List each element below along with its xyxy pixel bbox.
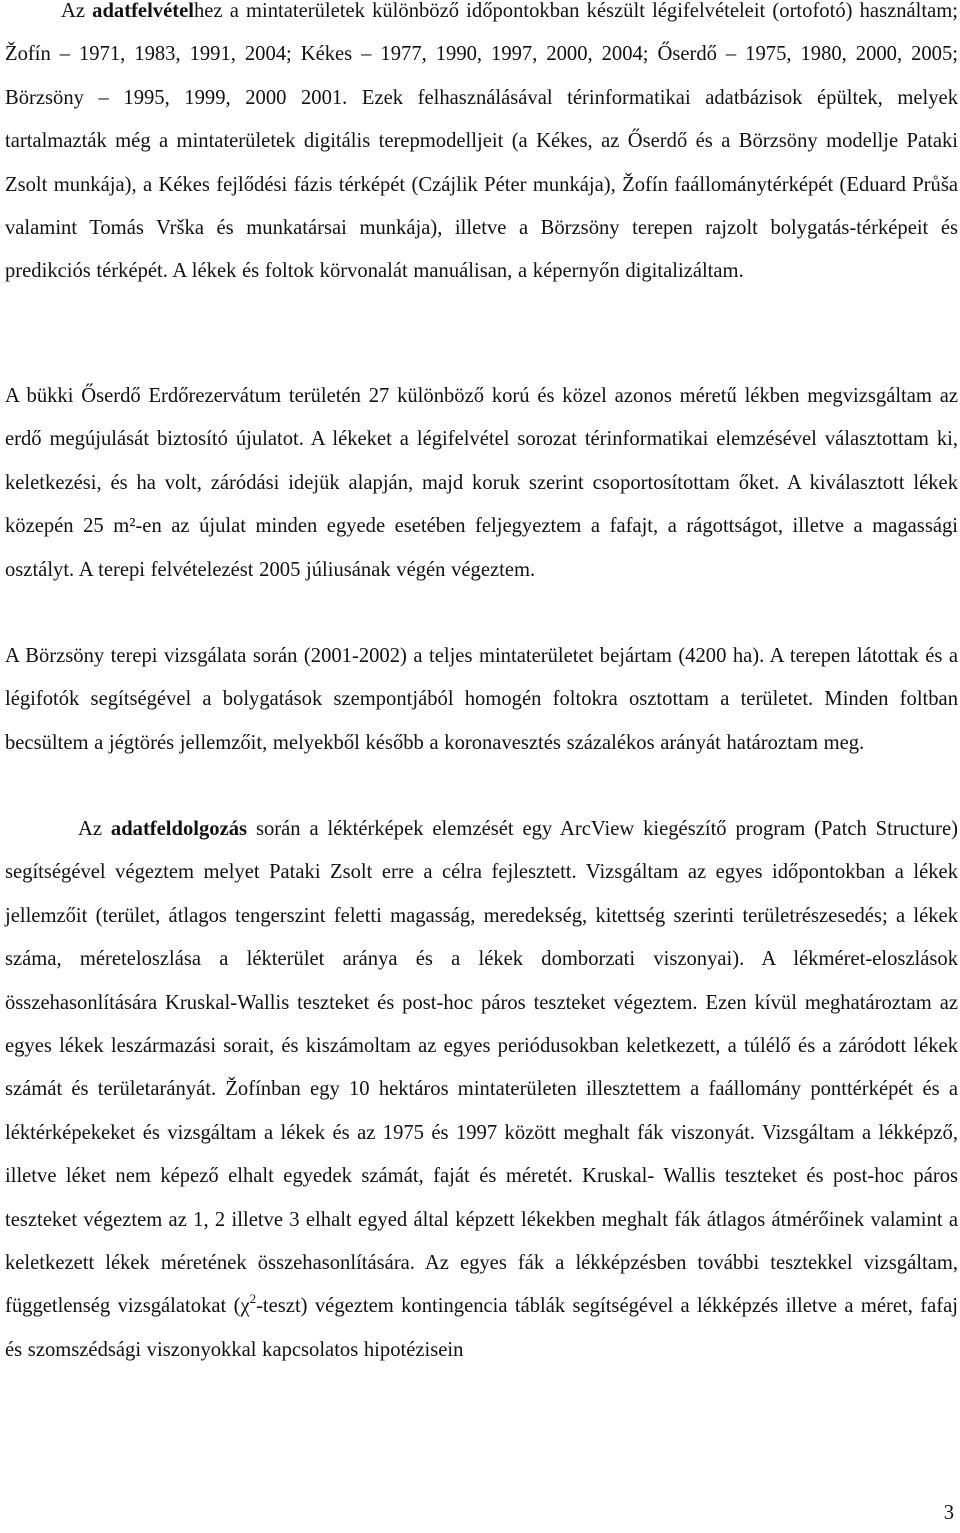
page-number: 3 [943,1502,954,1524]
paragraph-data-processing [5,808,958,1372]
paragraph-4-text: során a léktérképek elemzését egy ArcView kiegészítő program (Patch Structure) segítségével végeztem melyet Pataki Zsolt erre a célra fejlesztett. Vizsgáltam az egyes időpontokban a lékek jellemzőit (terület, átlagos tengerszint feletti magasság, meredekség, kitettség szerinti területrészesedés; a lékek száma, méreteloszlása a lékterület aránya és a lékek domborzati viszonyai). A lékméret-eloszlások összehasonlítására Kruskal-Wallis teszteket és post-hoc páros teszteket végeztem. Ezen kívül meghatároztam az egyes lékek leszármazási sorait, és kiszámoltam az egyes periódusokban keletkezett, a túlélő és a záródott lékek számát és területarányát. Žofínban egy 10 hektáros mintaterületen illesztettem a faállomány ponttérképét és a léktérképekeket és vizsgáltam a lékek és az 1975 és 1997 között meghalt fák viszonyát. Vizsgáltam a lékképző, illetve léket nem képező elhalt egyedek számát, faját és méretét. Kruskal- Wallis teszteket és post-hoc páros teszteket végeztem az 1, 2 illetve 3 elhalt egyed által képzett lékekben meghalt fák átlagos átmérőinek valamint a keletkezett lékek méretének összehasonlítására. Az egyes fák a lékképzésben további tesztekkel vizsgáltam, függetlenség vizsgálatokat (χ [5,818,958,1318]
term-adatfelvetel: adatfelvétel [92,0,194,22]
paragraph-4-pre: Az [78,818,111,840]
paragraph-data-collection [5,0,958,294]
superscript-2: 2 [249,1290,257,1306]
paragraph-4-tail: -teszt) végeztem kontingencia táblák segítségével a lékképzés illetve a méret, fafaj és szomszédsági viszonyokkal kapcsolatos hipotézisein [5,1295,958,1361]
paragraph-borzsony-survey [5,635,958,765]
paragraph-1-pre: Az [61,0,93,22]
paragraph-oserdo-survey [5,375,958,592]
term-adatfeldolgozas: adatfeldolgozás [110,818,248,840]
paragraph-3-text: A Börzsöny terepi vizsgálata során (2001-2002) a teljes mintaterületet bejártam (4200 ha). A terepen látottak és a légifotók segítségével a bolygatások szempontjából homogén foltokra osztottam a területet. Minden foltban becsültem a jégtörés jellemzőit, melyekből később a koronavesztés százalékos arányát határoztam meg. [5,645,958,754]
paragraph-2-text: A bükki Őserdő Erdőrezervátum területén 27 különböző korú és közel azonos méretű lékben megvizsgáltam az erdő megújulását biztosító újulatot. A lékeket a légifelvétel sorozat térinformatikai elemzésével választottam ki, keletkezési, és ha volt, záródási idejük alapján, majd koruk szerint csoportosítottam őket. A kiválasztott lékek közepén 25 m²-en az újulat minden egyede esetében feljegyeztem a fafajt, a rágottságot, illetve a magassági osztályt. A terepi felvételezést 2005 júliusának végén végeztem. [5,385,958,581]
paragraph-1-text: hez a mintaterületek különböző időpontokban készült légifelvételeit (ortofotó) használtam; Žofín – 1971, 1983, 1991, 2004; Kékes – 1977, 1990, 1997, 2000, 2004; Őserdő – 1975, 1980, 2000, 2005; Börzsöny – 1995, 1999, 2000 2001. Ezek felhasználásával térinformatikai adatbázisok épültek, melyek tartalmazták még a mintaterületek digitális terepmodelljeit (a Kékes, az Őserdő és a Börzsöny modellje Pataki Zsolt munkája), a Kékes fejlődési fázis térképét (Czájlik Péter munkája), Žofín faállománytérképét (Eduard Průša valamint Tomás Vrška és munkatársai munkája), illetve a Börzsöny terepen rajzolt bolygatás-térképeit és predikciós térképét. A lékek és foltok körvonalát manuálisan, a képernyőn digitalizáltam. [5,0,958,283]
